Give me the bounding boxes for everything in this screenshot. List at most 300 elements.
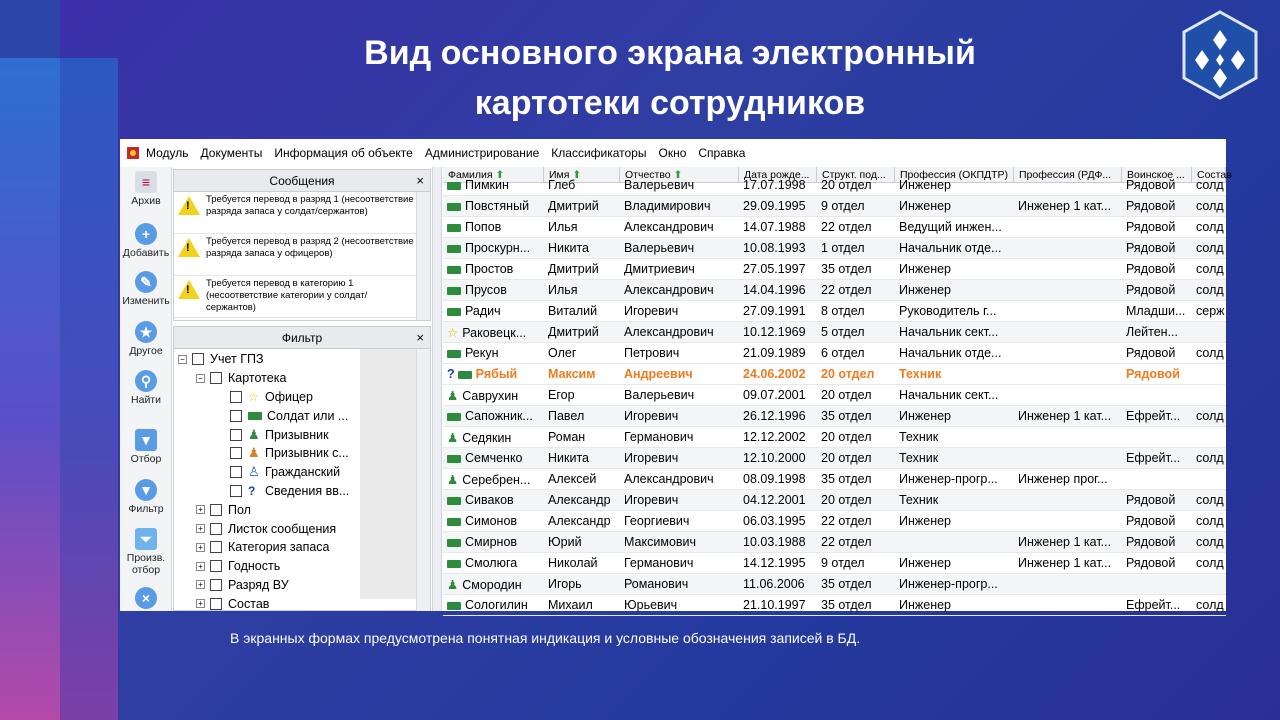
person-icon: ♟ [248, 426, 260, 442]
cell-text: Смирнов [465, 535, 518, 549]
tree-node[interactable]: + Пол [178, 500, 430, 519]
cell-text: Саврухин [462, 388, 519, 403]
cell [443, 178, 544, 192]
custom-selection-button[interactable] [120, 528, 172, 576]
cell: Инженер [899, 409, 952, 423]
cell: 04.12.2001 [743, 493, 806, 507]
cell: Максимович [624, 535, 697, 549]
cell: Инженер [899, 262, 952, 276]
table-row[interactable] [443, 364, 1226, 385]
cell: 20 отдел [821, 178, 872, 192]
column-header-rank[interactable]: Воинское ... [1122, 167, 1192, 182]
cell: Инженер [899, 514, 952, 528]
cell: 12.12.2002 [743, 430, 806, 444]
tree-node[interactable] [178, 388, 430, 407]
tree-node[interactable] [178, 406, 430, 425]
soldier-icon [447, 266, 461, 274]
cell: 1 отдел [821, 241, 865, 255]
filter-icon: ▼ [135, 479, 157, 501]
cell: серж [1196, 304, 1225, 318]
cell: Роман [548, 430, 586, 444]
cell [443, 346, 544, 360]
cell: Георгиевич [624, 514, 690, 528]
table-row[interactable] [443, 175, 1226, 196]
cell-text: Сиваков [465, 493, 514, 507]
cell [443, 409, 544, 423]
cell: Инженер 1 кат... [1018, 199, 1112, 213]
tree-node[interactable] [178, 425, 430, 444]
filter-button[interactable] [120, 479, 172, 515]
cell [443, 241, 544, 255]
cell: 5 отдел [821, 325, 865, 339]
cell: 11.06.2006 [743, 577, 805, 591]
cell: Рядовой [1126, 220, 1176, 234]
cell: Инженер [899, 199, 952, 213]
column-title: Отчество [625, 169, 671, 181]
cell: 29.09.1995 [743, 199, 806, 213]
warning-icon: ! [178, 196, 200, 215]
tree-node[interactable]: − Учет ГПЗ [178, 350, 430, 369]
selection-button[interactable] [120, 429, 172, 465]
tree-node[interactable] [178, 444, 430, 463]
table-row[interactable] [443, 301, 1226, 322]
message-item[interactable] [174, 276, 430, 318]
cell: Максим [548, 367, 596, 381]
cell-text: Прусов [465, 283, 507, 297]
archive-button[interactable] [120, 171, 172, 207]
cell: Инженер прог... [1018, 472, 1108, 486]
cell: Валерьевич [624, 388, 695, 402]
cell: 27.05.1997 [743, 262, 806, 276]
cell: 06.03.1995 [743, 514, 806, 528]
cell: Александр [548, 514, 611, 528]
cell: Инженер 1 кат... [1018, 535, 1112, 549]
cell: 09.07.2001 [743, 388, 806, 402]
table-row[interactable] [443, 490, 1226, 511]
person-icon: ♟ [447, 577, 459, 592]
column-header-composition[interactable]: Состав [1192, 167, 1226, 182]
cell: Андреевич [624, 367, 693, 381]
toolbar-label: Фильтр [128, 503, 164, 515]
cell: 12.10.2000 [743, 451, 806, 465]
cell: 35 отдел [821, 262, 872, 276]
tree-node[interactable]: + Категория запаса [178, 538, 430, 557]
tree-node-label: Картотека [228, 371, 287, 386]
cell: 20 отдел [821, 451, 872, 465]
messages-panel [173, 169, 431, 321]
menu-item-administration[interactable]: Администрирование [424, 146, 540, 160]
cell: Инженер [899, 178, 952, 192]
column-header-birthdate[interactable]: Дата рожде... [739, 167, 817, 182]
cell: Рядовой [1126, 556, 1176, 570]
cell: Рядовой [1126, 346, 1176, 360]
decor-block [0, 0, 60, 58]
soldier-icon [447, 350, 461, 358]
person-icon: ♟ [447, 388, 459, 403]
cell: Никита [548, 241, 589, 255]
toolbar-label: Произв. [126, 552, 166, 564]
table-row[interactable] [443, 217, 1226, 238]
table-row[interactable] [443, 196, 1226, 217]
table-row[interactable] [443, 532, 1226, 553]
menu-item-classifiers[interactable]: Классификаторы [551, 146, 647, 160]
cell [443, 514, 544, 528]
cell: Инженер [899, 598, 952, 612]
left-toolbar [120, 167, 172, 611]
cell: 10.03.1988 [743, 535, 806, 549]
cell: Валерьевич [624, 178, 695, 192]
toolbar-label: отбор [131, 564, 161, 576]
cell: солд [1196, 556, 1224, 570]
table-row[interactable] [443, 448, 1226, 469]
cell: Александрович [624, 283, 714, 297]
sort-arrow-icon: ⬆ [495, 169, 505, 181]
cell: Техник [899, 367, 942, 381]
cell: Александрович [624, 325, 714, 339]
cell: солд [1196, 346, 1224, 360]
cell: Ефрейт... [1126, 598, 1181, 612]
tree-node[interactable]: + Состав [178, 594, 430, 613]
cell: 35 отдел [821, 577, 872, 591]
cell: 20 отдел [821, 493, 872, 507]
splitter[interactable] [432, 167, 442, 611]
message-text: Требуется перевод в разряд 2 (несоответствие разряда запаса у офицеров) [206, 236, 414, 259]
table-row[interactable] [443, 280, 1226, 301]
tree-node[interactable]: − Картотека [178, 369, 430, 388]
cell: 22 отдел [821, 514, 872, 528]
cell [443, 472, 544, 487]
cell: Инженер-прогр... [899, 577, 998, 591]
table-row[interactable] [443, 385, 1226, 406]
cell: 21.09.1989 [743, 346, 806, 360]
tree-node[interactable] [178, 463, 430, 482]
cell: солд [1196, 451, 1224, 465]
cell: Руководитель г... [899, 304, 997, 318]
cell: Инженер [899, 283, 952, 297]
table-row[interactable] [443, 343, 1226, 364]
cell: солд [1196, 220, 1224, 234]
cell: 20 отдел [821, 388, 872, 402]
cell: Александрович [624, 472, 714, 486]
cell: Рядовой [1126, 367, 1180, 381]
cell: Ефрейт... [1126, 451, 1181, 465]
tree-node-label: Гражданский [265, 465, 341, 480]
cell-text: Сапожник... [465, 409, 533, 423]
soldier-icon [248, 412, 262, 420]
cell: 14.07.1988 [743, 220, 806, 234]
table-row[interactable] [443, 427, 1226, 448]
cell [443, 451, 544, 465]
cell: Илья [548, 220, 578, 234]
filter-scrollbar[interactable] [416, 349, 430, 611]
cell: Рядовой [1126, 241, 1176, 255]
cell: Виталий [548, 304, 598, 318]
cell: Инженер-прогр... [899, 472, 998, 486]
cell [443, 262, 544, 276]
soldier-icon [447, 560, 461, 568]
cell: Рядовой [1126, 493, 1176, 507]
cell-text: Рябый [475, 367, 518, 381]
cell: 27.09.1991 [743, 304, 806, 318]
tree-node-label: Солдат или ... [267, 408, 349, 423]
cell: солд [1196, 178, 1224, 192]
cell: 17.07.1998 [743, 178, 806, 192]
edit-button[interactable] [120, 271, 172, 307]
cell: 6 отдел [821, 346, 865, 360]
filter-panel [173, 326, 431, 611]
soldier-icon [447, 455, 461, 463]
tree-node-label: Учет ГПЗ [210, 352, 264, 367]
cell: Олег [548, 346, 577, 360]
soldier-icon [447, 497, 461, 505]
menu-item-window[interactable]: Окно [658, 146, 687, 160]
cell: 08.09.1998 [743, 472, 806, 486]
soldier-icon [447, 413, 461, 421]
cell: Александр [548, 493, 611, 507]
crest-icon [126, 146, 140, 160]
cell [443, 388, 544, 403]
civilian-icon: ♙ [248, 464, 260, 480]
cell: Рядовой [1126, 514, 1176, 528]
toolbar-label: Найти [131, 394, 161, 406]
cell-text: Смолюга [465, 556, 518, 570]
message-text: Требуется перевод в категорию 1 (несоответствие категории у солдат/сержантов) [206, 278, 368, 313]
toolbar-label: Отбор [130, 453, 162, 465]
cell: Дмитрий [548, 325, 599, 339]
toolbar-label: Другое [129, 345, 163, 357]
cell: Техник [899, 493, 939, 507]
other-button[interactable] [120, 321, 172, 357]
cell: Юрий [548, 535, 582, 549]
tree-node-label: Категория запаса [228, 540, 330, 555]
cell: солд [1196, 409, 1224, 423]
cell: солд [1196, 598, 1224, 612]
menu-bar [120, 139, 1226, 167]
cell: Техник [899, 430, 939, 444]
add-button[interactable] [120, 223, 172, 259]
slide-caption: В экранных формах предусмотрена понятная индикация и условные обозначения записей в БД. [230, 630, 861, 646]
cell-text: Пимкин [465, 178, 509, 192]
cell [443, 325, 544, 340]
cell: Инженер [899, 556, 952, 570]
table-row[interactable] [443, 322, 1226, 343]
cell: Дмитрий [548, 262, 599, 276]
cell: 35 отдел [821, 472, 872, 486]
cell: Владимирович [624, 199, 711, 213]
cell: Рядовой [1126, 283, 1176, 297]
cell: 26.12.1996 [743, 409, 806, 423]
employees-grid [443, 167, 1232, 612]
cell: 9 отдел [821, 556, 865, 570]
cell: Рядовой [1126, 535, 1176, 549]
cell [443, 577, 544, 592]
cell: Рядовой [1126, 262, 1176, 276]
column-header-department[interactable]: Структ. под... [817, 167, 895, 182]
tree-node-label: Призывник с... [265, 446, 349, 461]
cell: Начальник сект... [899, 388, 999, 402]
tree-node[interactable] [178, 482, 430, 501]
soldier-icon [447, 224, 461, 232]
message-text: Требуется перевод в разряд 1 (несоответствие разряда запаса у солдат/сержантов) [206, 194, 414, 217]
message-item[interactable] [174, 192, 430, 234]
cell: солд [1196, 535, 1224, 549]
person-icon: ♟ [248, 445, 260, 461]
funnel-icon: ⏷ [135, 528, 157, 550]
cell: Романович [624, 577, 689, 591]
cell: Дмитриевич [624, 262, 695, 276]
table-row[interactable] [443, 553, 1226, 574]
cell: 8 отдел [821, 304, 865, 318]
person-icon: ♟ [447, 430, 459, 445]
close-icon[interactable]: × [416, 330, 424, 345]
cell: солд [1196, 493, 1224, 507]
cell: Рядовой [1126, 199, 1176, 213]
cell-text: Серебрен... [462, 472, 531, 487]
cell-text: Радич [465, 304, 501, 318]
messages-panel-header [174, 170, 430, 192]
cell [443, 367, 544, 381]
cell: Германович [624, 556, 694, 570]
cell-text: Проскурн... [465, 241, 531, 255]
cell: солд [1196, 514, 1224, 528]
clear-button[interactable] [120, 587, 172, 611]
column-header-profession-rdf[interactable]: Профессия (РДФ... [1014, 167, 1122, 182]
menu-item-module[interactable]: Модуль [146, 146, 189, 160]
cell: Никита [548, 451, 589, 465]
cell: 10.08.1993 [743, 241, 806, 255]
menu-item-help[interactable]: Справка [698, 146, 746, 160]
table-row[interactable] [443, 469, 1226, 490]
messages-scrollbar[interactable] [416, 192, 430, 320]
find-button[interactable] [120, 370, 172, 406]
cell: Глеб [548, 178, 576, 192]
cell: Петрович [624, 346, 680, 360]
cell: Павел [548, 409, 585, 423]
tree-node-label: Разряд ВУ [228, 577, 289, 592]
table-row[interactable] [443, 238, 1226, 259]
soldier-icon [447, 182, 461, 190]
menu-item-object-info[interactable]: Информация об объекте [274, 146, 413, 160]
title-line: Вид основного экрана электронный [364, 34, 976, 72]
table-row[interactable] [443, 259, 1226, 280]
cell: солд [1196, 199, 1224, 213]
cell: Алексей [548, 472, 597, 486]
cell: Начальник отде... [899, 241, 1002, 255]
cell: Младши... [1126, 304, 1186, 318]
cell: Игоревич [624, 304, 679, 318]
plus-icon: + [135, 223, 157, 245]
cell-text: Раковецк... [462, 325, 527, 340]
table-row[interactable] [443, 406, 1226, 427]
cell-text: Попов [465, 220, 502, 234]
cell: Игорь [548, 577, 582, 591]
toolbar-label: Архив [131, 195, 161, 207]
cell-text: Рекун [465, 346, 499, 360]
cell: 20 отдел [821, 367, 875, 381]
soldier-icon [447, 203, 461, 211]
star-icon: ☆ [248, 389, 259, 404]
cell [443, 430, 544, 445]
cell-text: Семченко [465, 451, 523, 465]
cell: солд [1196, 262, 1224, 276]
cell: Инженер 1 кат... [1018, 409, 1112, 423]
column-header-profession-okpdtr[interactable]: Профессия (ОКПДТР) [895, 167, 1014, 182]
edit-icon: ✎ [135, 271, 157, 293]
cell: Германович [624, 430, 694, 444]
cell: Александрович [624, 220, 714, 234]
soldier-icon [447, 245, 461, 253]
cell-text: Простов [465, 262, 514, 276]
star-icon: ☆ [447, 325, 459, 340]
person-icon: ♟ [447, 472, 459, 487]
filter-icon: ▼ [135, 429, 157, 451]
cell: Дмитрий [548, 199, 599, 213]
search-icon: ⚲ [135, 370, 157, 392]
cell: Начальник отде... [899, 346, 1002, 360]
cell: 22 отдел [821, 283, 872, 297]
filter-panel-header [174, 327, 430, 349]
tree-node[interactable]: + Годность [178, 557, 430, 576]
cell: Илья [548, 283, 578, 297]
tree-node-label: Призывник [265, 427, 329, 442]
menu-item-documents[interactable]: Документы [200, 146, 263, 160]
cell: Юрьевич [624, 598, 678, 612]
message-item[interactable] [174, 234, 430, 276]
close-icon[interactable]: × [416, 173, 424, 188]
cell: Техник [899, 451, 939, 465]
tree-node[interactable]: + Листок сообщения [178, 519, 430, 538]
soldier-icon [458, 371, 472, 379]
column-title: Фамилия [448, 169, 493, 181]
tree-node[interactable]: + Разряд ВУ [178, 576, 430, 595]
tree-node-label: Сведения вв... [265, 483, 350, 498]
column-title: Имя [549, 169, 570, 181]
cell: 10.12.1969 [743, 325, 806, 339]
cell-text: Седякин [462, 430, 512, 445]
table-row[interactable] [443, 511, 1226, 532]
tree-node-label: Пол [228, 502, 251, 517]
cell: Игоревич [624, 451, 679, 465]
cell [443, 556, 544, 570]
filter-panel-title: Фильтр [281, 331, 323, 345]
cell: 14.04.1996 [743, 283, 806, 297]
table-row[interactable] [443, 574, 1226, 595]
cell: 20 отдел [821, 430, 872, 444]
question-icon: ? [248, 483, 256, 498]
cell: 14.12.1995 [743, 556, 806, 570]
filter-tree [174, 349, 430, 613]
cell: 21.10.1997 [743, 598, 806, 612]
cell-text: Симонов [465, 514, 518, 528]
soldier-icon [447, 308, 461, 316]
cell: Игоревич [624, 409, 679, 423]
slide-title [240, 28, 1100, 128]
table-row[interactable] [443, 595, 1226, 616]
cell: Рядовой [1126, 178, 1176, 192]
cell: 22 отдел [821, 220, 872, 234]
messages-panel-title: Сообщения [269, 174, 335, 188]
cell-text: Смородин [462, 577, 522, 592]
decor-stripe [60, 58, 118, 720]
soldier-icon [447, 287, 461, 295]
warning-icon: ! [178, 238, 200, 257]
cell-text: Повстяный [465, 199, 530, 213]
cell: Николай [548, 556, 598, 570]
sort-arrow-icon: ⬆ [673, 169, 683, 181]
cell: 35 отдел [821, 598, 872, 612]
tree-node-label: Офицер [265, 389, 313, 404]
cell: Ведущий инжен... [899, 220, 1002, 234]
